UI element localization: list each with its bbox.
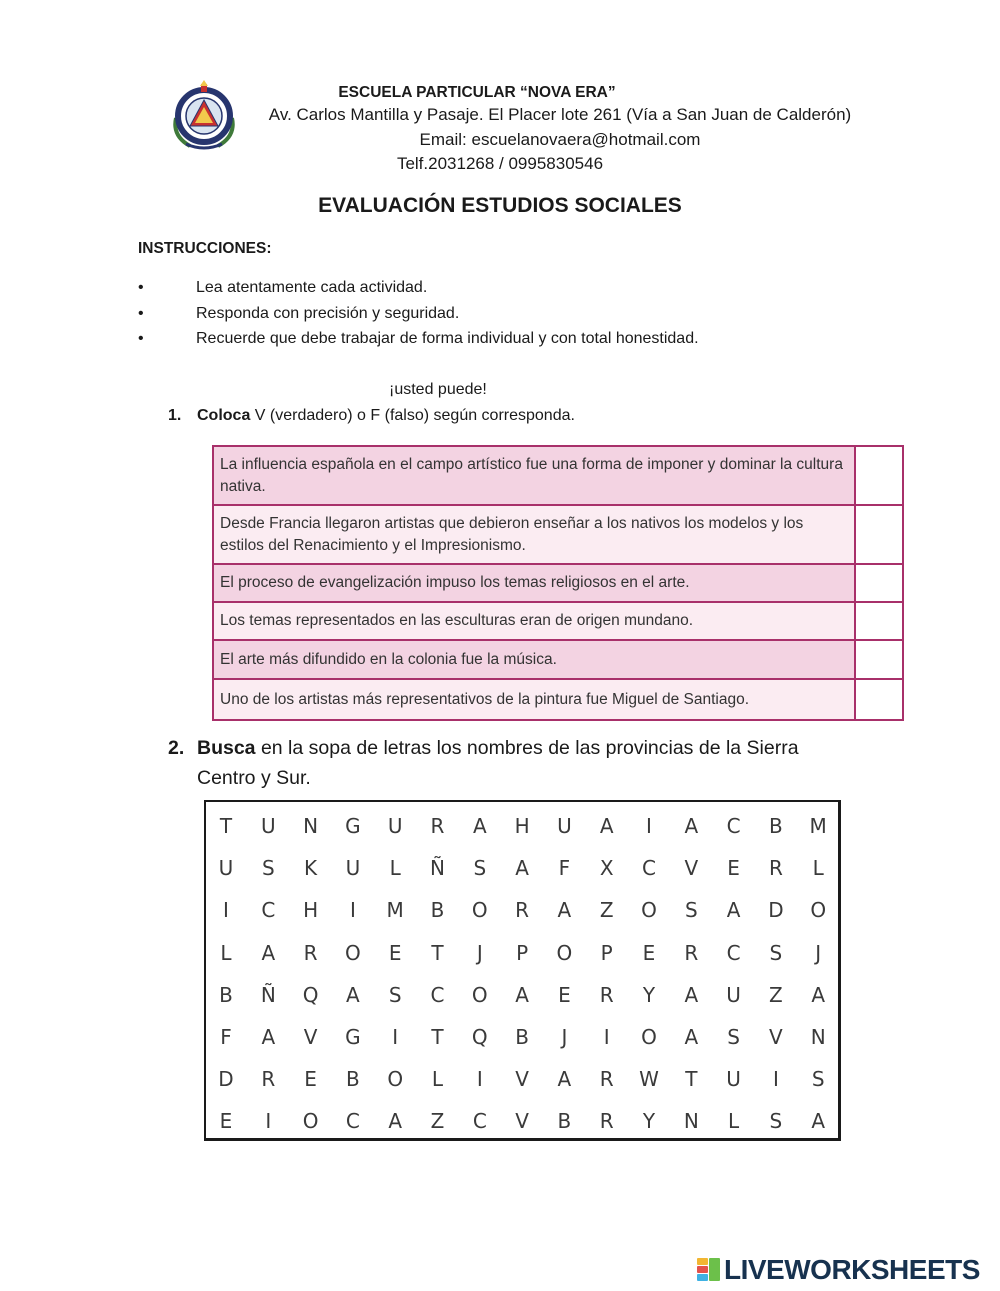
grid-letter[interactable]: B (219, 982, 233, 1007)
grid-letter[interactable]: A (684, 982, 699, 1007)
instruction-text: Lea atentamente cada actividad. (196, 279, 428, 296)
grid-letter[interactable]: T (431, 940, 444, 965)
grid-letter[interactable]: O (471, 898, 488, 923)
exam-title: EVALUACIÓN ESTUDIOS SOCIALES (318, 194, 682, 217)
grid-letter[interactable]: A (557, 1067, 572, 1092)
grid-letter[interactable]: U (726, 1067, 741, 1092)
grid-letter[interactable]: C (430, 982, 445, 1007)
grid-letter[interactable]: A (557, 898, 572, 923)
grid-letter[interactable]: I (476, 1067, 483, 1092)
grid-letter[interactable]: F (220, 1025, 232, 1049)
grid-letter[interactable]: N (810, 1025, 826, 1049)
school-email: Email: escuelanovaera@hotmail.com (419, 130, 701, 149)
statement-cell: El proceso de evangelización impuso los temas religiosos en el arte. (213, 564, 855, 602)
grid-letter[interactable]: I (646, 814, 652, 838)
grid-letter[interactable]: I (392, 1025, 399, 1049)
grid-letter[interactable]: I (265, 1109, 272, 1134)
grid-letter[interactable]: K (304, 856, 318, 881)
grid-letter[interactable]: R (599, 1109, 614, 1134)
statement-cell: La influencia española en el campo artístico fue una forma de imponer y dominar la cultura nativa. (213, 446, 855, 505)
grid-letter[interactable]: S (684, 898, 698, 923)
question-text: en la sopa de letras los nombres de las provincias de la Sierra (255, 737, 799, 759)
grid-letter[interactable]: Z (430, 1109, 445, 1134)
grid-letter[interactable]: B (430, 898, 445, 923)
grid-letter[interactable]: O (810, 898, 827, 923)
grid-letter[interactable]: B (346, 1067, 360, 1092)
grid-letter[interactable]: Ñ (260, 982, 276, 1007)
grid-letter[interactable]: O (387, 1067, 404, 1092)
answer-box[interactable] (855, 602, 903, 640)
grid-letter[interactable]: A (261, 1025, 276, 1049)
grid-letter[interactable]: I (772, 1067, 779, 1092)
grid-letter[interactable]: B (557, 1109, 572, 1134)
school-address: Av. Carlos Mantilla y Pasaje. El Placer lote 261 (Vía a San Juan de Calderón) (268, 105, 852, 124)
grid-letter[interactable]: J (561, 1025, 568, 1049)
grid-letter[interactable]: A (726, 898, 741, 923)
table-row (213, 640, 903, 679)
grid-letter[interactable]: C (726, 814, 741, 838)
grid-letter[interactable]: A (515, 982, 529, 1007)
answer-box[interactable] (855, 640, 903, 679)
grid-letter[interactable]: S (473, 856, 487, 881)
grid-letter[interactable]: T (685, 1067, 698, 1092)
grid-letter[interactable]: U (218, 856, 234, 881)
statement-cell: El arte más difundido en la colonia fue la música. (213, 640, 855, 679)
table-row (213, 679, 903, 720)
liveworksheets-brand: LIVEWORKSHEETS (724, 1254, 980, 1285)
grid-letter[interactable]: C (726, 940, 741, 965)
grid-letter[interactable]: I (349, 898, 356, 923)
answer-box[interactable] (855, 446, 903, 505)
statement-cell: Uno de los artistas más representativos de la pintura fue Miguel de Santiago. (213, 679, 855, 720)
answer-box[interactable] (855, 679, 903, 720)
grid-letter[interactable]: R (768, 856, 783, 881)
statement-cell: Los temas representados en las esculturas eran de origen mundano. (213, 602, 855, 640)
grid-letter[interactable]: B (769, 814, 783, 838)
grid-letter[interactable]: G (345, 814, 361, 838)
grid-letter[interactable]: E (558, 982, 571, 1007)
grid-letter[interactable]: Q (471, 1025, 488, 1049)
grid-letter[interactable]: D (768, 898, 784, 923)
question-lead-word: Busca (197, 737, 256, 759)
grid-letter[interactable]: N (683, 1109, 699, 1134)
grid-letter[interactable]: P (516, 940, 529, 965)
question-2-prompt (168, 733, 848, 793)
grid-letter[interactable]: U (260, 814, 276, 838)
grid-letter[interactable]: O (641, 898, 657, 923)
grid-letter[interactable]: O (302, 1109, 319, 1134)
encouragement-text: ¡usted puede! (389, 381, 487, 398)
bullet-icon: • (138, 330, 144, 347)
grid-letter[interactable]: L (389, 856, 401, 881)
grid-letter[interactable]: R (515, 898, 530, 923)
question-1-prompt (168, 407, 575, 425)
grid-letter[interactable]: A (346, 982, 360, 1007)
grid-letter[interactable]: C (345, 1109, 360, 1134)
grid-letter[interactable]: Y (642, 982, 656, 1007)
grid-letter[interactable]: V (303, 1025, 318, 1049)
grid-letter[interactable]: A (472, 814, 487, 838)
grid-letter[interactable]: Ñ (430, 856, 445, 881)
grid-letter[interactable]: R (303, 940, 318, 965)
grid-letter[interactable]: Z (599, 898, 614, 923)
grid-letter[interactable]: W (639, 1067, 659, 1092)
table-row (213, 564, 903, 602)
grid-letter[interactable]: J (476, 940, 483, 965)
instructions-label: INSTRUCCIONES: (138, 240, 272, 257)
grid-letter[interactable]: R (599, 982, 614, 1007)
grid-letter[interactable]: Q (302, 982, 319, 1007)
grid-letter[interactable]: R (430, 814, 445, 838)
grid-letter[interactable]: A (388, 1109, 403, 1134)
grid-letter[interactable]: E (727, 856, 740, 881)
grid-letter[interactable]: A (684, 1025, 699, 1049)
grid-letter[interactable]: F (558, 856, 571, 881)
table-row (213, 602, 903, 640)
grid-letter[interactable]: U (557, 814, 572, 838)
grid-letter[interactable]: R (261, 1067, 276, 1092)
grid-letter[interactable]: C (642, 856, 656, 881)
true-false-table (212, 445, 904, 721)
answer-box[interactable] (855, 505, 903, 564)
grid-letter[interactable]: L (728, 1109, 740, 1134)
grid-letter[interactable]: O (556, 940, 573, 965)
question-text-continued: Centro y Sur. (197, 767, 311, 789)
grid-letter[interactable]: X (599, 856, 614, 881)
grid-letter[interactable]: M (809, 814, 827, 838)
grid-letter[interactable]: A (599, 814, 614, 838)
grid-letter[interactable]: N (303, 814, 319, 838)
grid-letter[interactable]: S (388, 982, 402, 1007)
grid-letter[interactable]: O (345, 940, 361, 965)
grid-letter[interactable]: U (726, 982, 741, 1007)
grid-letter[interactable]: S (261, 856, 275, 881)
question-text: V (verdadero) o F (falso) según corresponda. (250, 407, 575, 424)
grid-letter[interactable]: J (815, 940, 822, 965)
table-row (213, 446, 903, 505)
grid-letter[interactable]: A (515, 856, 529, 881)
grid-letter[interactable]: I (223, 898, 229, 923)
grid-letter[interactable]: I (603, 1025, 610, 1049)
grid-letter[interactable]: B (515, 1025, 529, 1049)
grid-letter[interactable]: R (599, 1067, 614, 1092)
question-number: 2. (168, 737, 185, 759)
grid-letter[interactable]: V (684, 856, 699, 881)
statement-cell: Desde Francia llegaron artistas que debieron enseñar a los nativos los modelos y los estilos del Renacimiento y el Impresionismo. (213, 505, 855, 564)
grid-letter[interactable]: E (219, 1109, 233, 1134)
school-name: ESCUELA PARTICULAR “NOVA ERA” (338, 84, 616, 101)
grid-letter[interactable]: T (219, 814, 233, 838)
bullet-icon: • (138, 305, 144, 322)
grid-letter[interactable]: E (388, 940, 402, 965)
table-row (213, 505, 903, 564)
grid-letter[interactable]: H (303, 898, 319, 923)
grid-letter[interactable]: R (684, 940, 699, 965)
grid-letter[interactable]: U (345, 856, 361, 881)
grid-letter[interactable]: S (769, 940, 783, 965)
question-number: 1. (168, 407, 182, 424)
word-search-grid[interactable] (204, 800, 841, 1141)
grid-letter[interactable]: T (431, 1025, 444, 1049)
grid-letter[interactable]: C (261, 898, 276, 923)
grid-letter[interactable]: Z (769, 982, 783, 1007)
instruction-text: Recuerde que debe trabajar de forma individual y con total honestidad. (196, 330, 699, 347)
grid-letter[interactable]: E (304, 1067, 317, 1092)
question-lead-word: Coloca (197, 407, 251, 424)
grid-letter[interactable]: O (641, 1025, 657, 1049)
grid-letter[interactable]: V (515, 1109, 529, 1134)
grid-letter[interactable]: U (387, 814, 403, 838)
grid-letter[interactable]: V (515, 1067, 529, 1092)
grid-letter[interactable]: E (642, 940, 656, 965)
grid-letter[interactable]: L (812, 856, 824, 881)
grid-letter[interactable]: C (472, 1109, 487, 1134)
grid-letter[interactable]: S (811, 1067, 825, 1092)
answer-box[interactable] (855, 564, 903, 602)
grid-letter[interactable]: Y (642, 1109, 656, 1134)
grid-letter[interactable]: D (218, 1067, 234, 1092)
grid-letter[interactable]: S (727, 1025, 740, 1049)
grid-letter[interactable]: H (514, 814, 530, 838)
grid-letter[interactable]: A (684, 814, 699, 838)
grid-letter[interactable]: A (811, 982, 826, 1007)
grid-letter[interactable]: O (471, 982, 488, 1007)
grid-letter[interactable]: M (386, 898, 404, 923)
instruction-text: Responda con precisión y seguridad. (196, 305, 460, 322)
grid-letter[interactable]: L (431, 1067, 444, 1092)
grid-letter[interactable]: P (600, 940, 613, 965)
bullet-icon: • (138, 279, 144, 296)
grid-letter[interactable]: G (345, 1025, 361, 1049)
grid-letter[interactable]: S (769, 1109, 783, 1134)
grid-letter[interactable]: A (811, 1109, 826, 1134)
grid-letter[interactable]: A (261, 940, 276, 965)
grid-letter[interactable]: V (769, 1025, 783, 1049)
grid-letter[interactable]: L (220, 940, 232, 965)
school-phone: Telf.2031268 / 0995830546 (396, 154, 604, 173)
